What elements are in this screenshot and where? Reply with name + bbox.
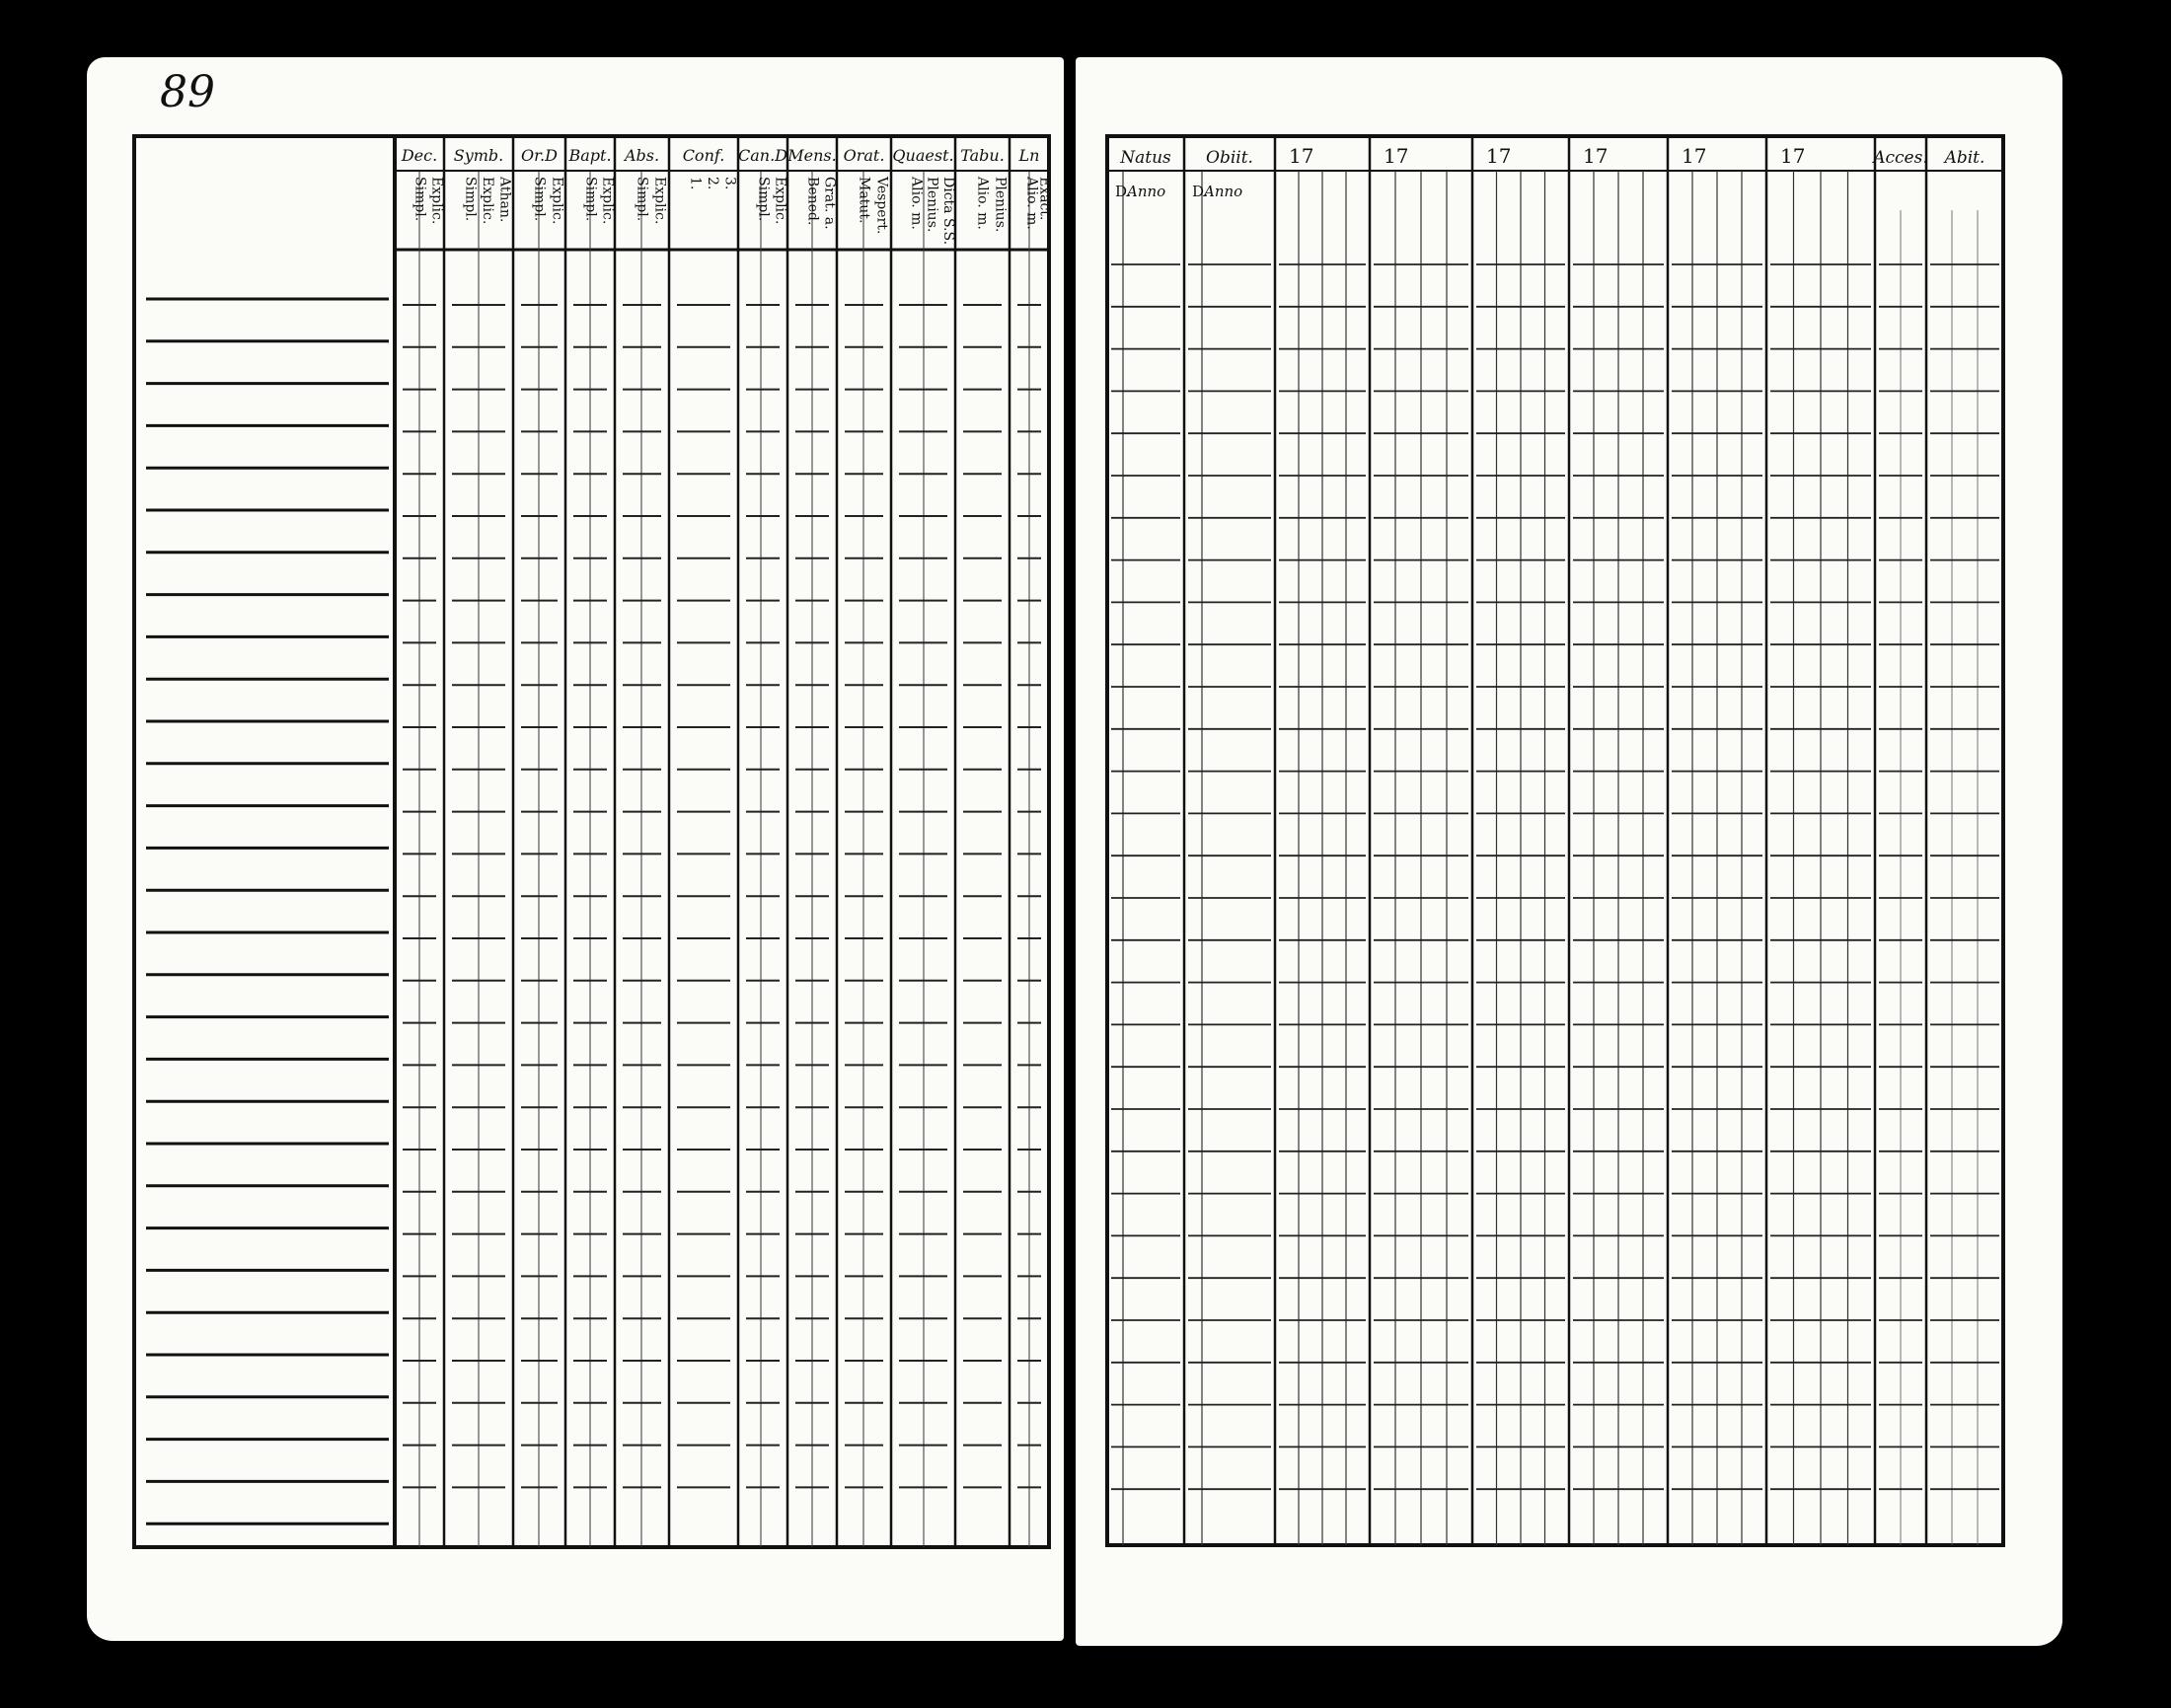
column-header: Acces. (1873, 148, 1928, 168)
column-subheader: Bened. (804, 177, 821, 226)
column-subheader: Explic. (480, 177, 495, 225)
column-header: 17 (1682, 144, 1707, 168)
column-subheader: Anno (1127, 183, 1166, 200)
column-header: Conf. (682, 146, 725, 165)
column-header: 17 (1289, 144, 1314, 168)
page-number: 89 (160, 67, 215, 117)
column-header: Obiit. (1206, 148, 1253, 168)
column-subheader: D. (1115, 183, 1132, 200)
column-header: Dec. (401, 146, 438, 165)
column-subheader: Explic. (428, 177, 445, 225)
column-header: Tabu. (960, 146, 1005, 165)
column-header: 17 (1486, 144, 1512, 168)
column-header: Ln (1018, 146, 1040, 165)
column-subheader: Simpl. (531, 177, 548, 222)
table-frame (1107, 136, 2003, 1545)
column-subheader: Explic. (772, 177, 788, 225)
column-subheader: Dicta S.S. (939, 177, 956, 246)
column-header: Bapt. (568, 146, 612, 165)
column-subheader: Anno (1204, 183, 1243, 200)
column-subheader: 3. (721, 177, 738, 190)
column-subheader: Alio. m. (908, 177, 925, 230)
column-header: Symb. (453, 146, 504, 165)
column-header: Mens. (787, 146, 837, 165)
column-header: Orat. (843, 146, 885, 165)
column-header: Or.D (521, 146, 558, 165)
column-subheader: Vespert. (873, 177, 890, 235)
column-header: Quaest. (892, 146, 954, 165)
right-page (1076, 57, 2062, 1646)
column-subheader: Grat. a. (821, 177, 838, 230)
column-subheader: D. (1192, 183, 1209, 200)
column-subheader: Explic. (651, 177, 668, 225)
column-subheader: Alio. m. (1023, 177, 1040, 230)
column-subheader: 2. (705, 177, 720, 190)
column-header: 17 (1583, 144, 1609, 168)
column-subheader: Simpl. (582, 177, 599, 222)
column-subheader: Simpl. (462, 177, 479, 222)
column-subheader: Explic. (599, 177, 616, 225)
column-subheader: Simpl. (755, 177, 772, 222)
column-subheader: Simpl. (412, 177, 428, 222)
left-page (87, 57, 1064, 1641)
column-subheader: Matut. (856, 177, 872, 224)
column-header: Abs. (624, 146, 660, 165)
column-header: Can.D (738, 146, 787, 165)
column-header: Natus (1120, 148, 1171, 168)
column-subheader: Athan. (496, 177, 513, 223)
column-subheader: Explic. (549, 177, 565, 225)
column-header: 17 (1780, 144, 1806, 168)
column-subheader: Plenius. (924, 177, 940, 233)
column-subheader: Simpl. (634, 177, 650, 222)
column-subheader: Exact. (1036, 177, 1053, 221)
column-header: 17 (1384, 144, 1409, 168)
right-register-table (1076, 57, 2062, 1646)
column-subheader: Alio. m. (974, 177, 991, 230)
column-subheader: Plenius. (992, 177, 1009, 233)
column-subheader: 1. (687, 177, 704, 190)
column-header: Abit. (1944, 148, 1985, 168)
left-register-table (87, 57, 1064, 1641)
